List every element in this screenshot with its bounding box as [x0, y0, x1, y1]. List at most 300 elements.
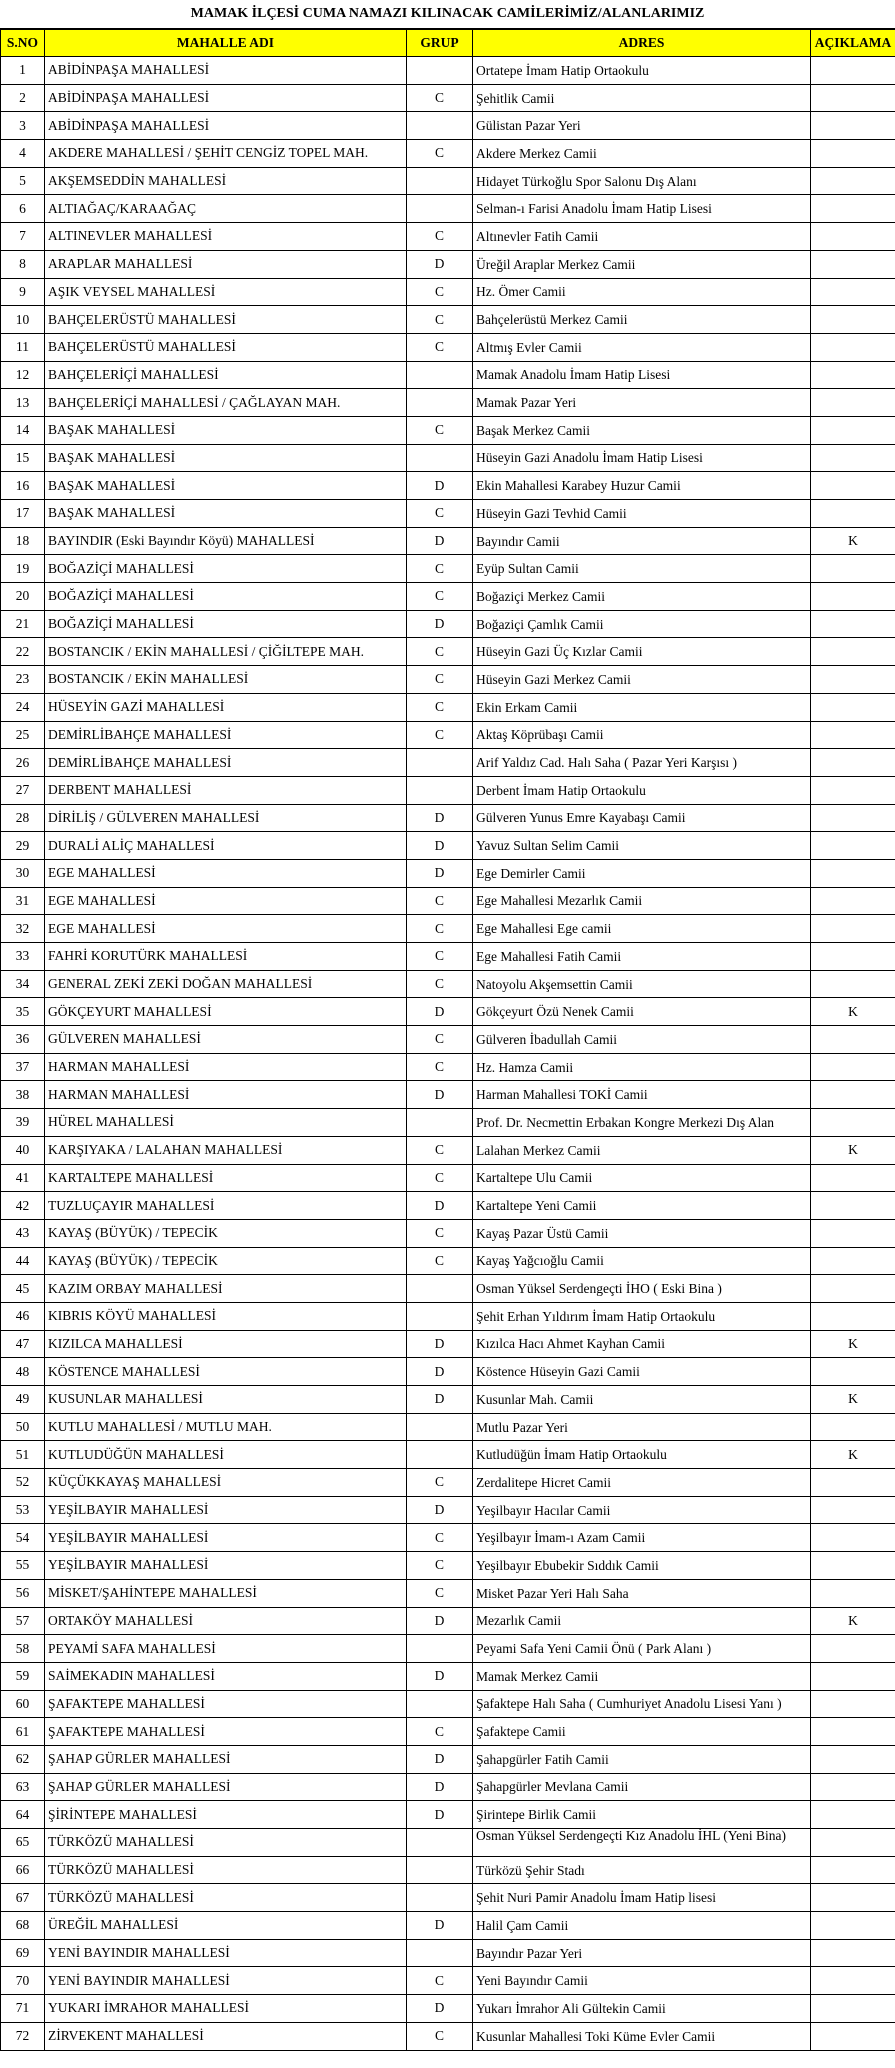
row-sno: 48 [1, 1358, 45, 1386]
row-adres: Yeşilbayır Hacılar Camii [473, 1496, 811, 1524]
row-sno: 57 [1, 1607, 45, 1635]
row-sno: 2 [1, 84, 45, 112]
table-row [1, 1856, 895, 1884]
row-mahalle: KIZILCA MAHALLESİ [45, 1330, 407, 1358]
row-aciklama [811, 1967, 895, 1995]
row-grup: C [407, 915, 473, 943]
row-aciklama [811, 333, 895, 361]
row-adres: Ege Demirler Camii [473, 859, 811, 887]
row-aciklama [811, 776, 895, 804]
row-aciklama [811, 1552, 895, 1580]
row-sno: 25 [1, 721, 45, 749]
row-sno: 29 [1, 832, 45, 860]
row-adres: Başak Merkez Camii [473, 416, 811, 444]
row-mahalle: KARŞIYAKA / LALAHAN MAHALLESİ [45, 1136, 407, 1164]
row-sno: 61 [1, 1718, 45, 1746]
table-row [1, 1662, 895, 1690]
row-grup: C [407, 1247, 473, 1275]
row-grup: C [407, 306, 473, 334]
row-grup [407, 1302, 473, 1330]
row-adres: Altmış Evler Camii [473, 333, 811, 361]
row-sno: 5 [1, 167, 45, 195]
row-aciklama [811, 1912, 895, 1940]
table-row [1, 610, 895, 638]
row-aciklama [811, 1026, 895, 1054]
row-adres: Şehitlik Camii [473, 84, 811, 112]
row-adres: Kartaltepe Yeni Camii [473, 1192, 811, 1220]
row-aciklama: K [811, 1386, 895, 1414]
row-sno: 69 [1, 1939, 45, 1967]
row-grup [407, 57, 473, 85]
row-mahalle: ZİRVEKENT MAHALLESİ [45, 2022, 407, 2050]
row-aciklama [811, 832, 895, 860]
row-aciklama [811, 1745, 895, 1773]
row-sno: 72 [1, 2022, 45, 2050]
table-row [1, 1164, 895, 1192]
table-row [1, 1109, 895, 1137]
header-aciklama: AÇIKLAMA [811, 30, 895, 57]
row-mahalle: YEŞİLBAYIR MAHALLESİ [45, 1524, 407, 1552]
row-aciklama [811, 1718, 895, 1746]
row-aciklama [811, 1192, 895, 1220]
row-grup [407, 1413, 473, 1441]
row-grup [407, 1635, 473, 1663]
row-aciklama [811, 638, 895, 666]
row-aciklama [811, 1801, 895, 1829]
table-row [1, 804, 895, 832]
row-grup: C [407, 638, 473, 666]
row-sno: 4 [1, 140, 45, 168]
table-row [1, 638, 895, 666]
row-grup: C [407, 333, 473, 361]
row-sno: 30 [1, 859, 45, 887]
row-adres: Şirintepe Birlik Camii [473, 1801, 811, 1829]
row-aciklama [811, 1358, 895, 1386]
row-adres: Hidayet Türkoğlu Spor Salonu Dış Alanı [473, 167, 811, 195]
row-sno: 26 [1, 749, 45, 777]
table-row [1, 1413, 895, 1441]
row-aciklama [811, 2022, 895, 2050]
row-adres: Kızılca Hacı Ahmet Kayhan Camii [473, 1330, 811, 1358]
row-mahalle: DİRİLİŞ / GÜLVEREN MAHALLESİ [45, 804, 407, 832]
row-adres: Peyami Safa Yeni Camii Önü ( Park Alanı ) [473, 1635, 811, 1663]
row-grup [407, 112, 473, 140]
table-row [1, 1829, 895, 1857]
table-row [1, 2022, 895, 2050]
row-mahalle: BAŞAK MAHALLESİ [45, 472, 407, 500]
row-mahalle: GÜLVEREN MAHALLESİ [45, 1026, 407, 1054]
row-adres: Akdere Merkez Camii [473, 140, 811, 168]
table-row [1, 1524, 895, 1552]
row-mahalle: DEMİRLİBAHÇE MAHALLESİ [45, 749, 407, 777]
row-sno: 7 [1, 223, 45, 251]
row-sno: 6 [1, 195, 45, 223]
row-mahalle: ABİDİNPAŞA MAHALLESİ [45, 112, 407, 140]
row-aciklama [811, 970, 895, 998]
row-adres: Boğaziçi Merkez Camii [473, 583, 811, 611]
table-row [1, 1579, 895, 1607]
row-adres: Hüseyin Gazi Anadolu İmam Hatip Lisesi [473, 444, 811, 472]
row-sno: 11 [1, 333, 45, 361]
table-row [1, 998, 895, 1026]
row-mahalle: BAŞAK MAHALLESİ [45, 444, 407, 472]
row-adres: Kayaş Yağcıoğlu Camii [473, 1247, 811, 1275]
row-sno: 18 [1, 527, 45, 555]
row-adres: Gülveren İbadullah Camii [473, 1026, 811, 1054]
row-grup: C [407, 416, 473, 444]
row-aciklama [811, 250, 895, 278]
table-row [1, 84, 895, 112]
table-row [1, 500, 895, 528]
row-adres: Şehit Nuri Pamir Anadolu İmam Hatip lisesi [473, 1884, 811, 1912]
row-grup: C [407, 1164, 473, 1192]
row-grup: C [407, 1524, 473, 1552]
row-mahalle: DERBENT MAHALLESİ [45, 776, 407, 804]
row-grup [407, 1939, 473, 1967]
row-aciklama [811, 1524, 895, 1552]
row-sno: 62 [1, 1745, 45, 1773]
row-grup: D [407, 1607, 473, 1635]
row-sno: 31 [1, 887, 45, 915]
row-grup [407, 1690, 473, 1718]
table-row [1, 1275, 895, 1303]
row-sno: 33 [1, 943, 45, 971]
page-title: MAMAK İLÇESİ CUMA NAMAZI KILINACAK CAMİLERİMİZ/ALANLARIMIZ [0, 0, 895, 29]
row-sno: 68 [1, 1912, 45, 1940]
row-sno: 58 [1, 1635, 45, 1663]
row-grup: C [407, 84, 473, 112]
row-aciklama [811, 1995, 895, 2023]
row-adres: Yukarı İmrahor Ali Gültekin Camii [473, 1995, 811, 2023]
row-aciklama [811, 555, 895, 583]
row-aciklama [811, 721, 895, 749]
row-grup: D [407, 804, 473, 832]
row-grup: D [407, 998, 473, 1026]
row-mahalle: SAİMEKADIN MAHALLESİ [45, 1662, 407, 1690]
row-sno: 64 [1, 1801, 45, 1829]
row-mahalle: GÖKÇEYURT MAHALLESİ [45, 998, 407, 1026]
row-aciklama [811, 1109, 895, 1137]
row-mahalle: ARAPLAR MAHALLESİ [45, 250, 407, 278]
row-mahalle: PEYAMİ SAFA MAHALLESİ [45, 1635, 407, 1663]
row-grup: D [407, 1995, 473, 2023]
row-sno: 56 [1, 1579, 45, 1607]
row-grup: D [407, 527, 473, 555]
row-adres: Hüseyin Gazi Merkez Camii [473, 666, 811, 694]
row-sno: 32 [1, 915, 45, 943]
row-grup: D [407, 1773, 473, 1801]
row-aciklama [811, 167, 895, 195]
row-grup: C [407, 583, 473, 611]
row-grup: D [407, 832, 473, 860]
row-adres: Bahçelerüstü Merkez Camii [473, 306, 811, 334]
header-sno: S.NO [1, 30, 45, 57]
table-row [1, 1607, 895, 1635]
table-row [1, 278, 895, 306]
row-grup: D [407, 1330, 473, 1358]
row-adres: Boğaziçi Çamlık Camii [473, 610, 811, 638]
row-sno: 45 [1, 1275, 45, 1303]
row-grup [407, 167, 473, 195]
row-mahalle: TÜRKÖZÜ MAHALLESİ [45, 1856, 407, 1884]
row-aciklama [811, 666, 895, 694]
row-mahalle: ALTIAĞAÇ/KARAAĞAÇ [45, 195, 407, 223]
row-aciklama [811, 1413, 895, 1441]
row-grup [407, 776, 473, 804]
row-sno: 24 [1, 693, 45, 721]
row-mahalle: ŞAFAKTEPE MAHALLESİ [45, 1718, 407, 1746]
row-mahalle: TUZLUÇAYIR MAHALLESİ [45, 1192, 407, 1220]
mosque-table [0, 29, 895, 2051]
table-row [1, 1136, 895, 1164]
table-row [1, 1219, 895, 1247]
row-adres: Kartaltepe Ulu Camii [473, 1164, 811, 1192]
row-aciklama: K [811, 527, 895, 555]
row-mahalle: BOSTANCIK / EKİN MAHALLESİ / ÇİĞİLTEPE MAH. [45, 638, 407, 666]
table-row [1, 527, 895, 555]
row-aciklama: K [811, 1607, 895, 1635]
table-row [1, 721, 895, 749]
row-sno: 53 [1, 1496, 45, 1524]
row-mahalle: EGE MAHALLESİ [45, 887, 407, 915]
row-adres: Türközü Şehir Stadı [473, 1856, 811, 1884]
table-row [1, 1053, 895, 1081]
row-grup: C [407, 555, 473, 583]
row-aciklama [811, 693, 895, 721]
table-row [1, 1884, 895, 1912]
row-mahalle: KÜÇÜKKAYAŞ MAHALLESİ [45, 1469, 407, 1497]
row-adres: Kutludüğün İmam Hatip Ortaokulu [473, 1441, 811, 1469]
row-aciklama [811, 1773, 895, 1801]
row-adres: Lalahan Merkez Camii [473, 1136, 811, 1164]
row-grup: C [407, 721, 473, 749]
row-aciklama [811, 444, 895, 472]
table-row [1, 1496, 895, 1524]
row-sno: 44 [1, 1247, 45, 1275]
row-mahalle: EGE MAHALLESİ [45, 915, 407, 943]
row-mahalle: KUTLU MAHALLESİ / MUTLU MAH. [45, 1413, 407, 1441]
table-row [1, 1026, 895, 1054]
row-grup: C [407, 140, 473, 168]
row-grup: C [407, 1552, 473, 1580]
row-aciklama [811, 749, 895, 777]
row-mahalle: HARMAN MAHALLESİ [45, 1053, 407, 1081]
table-row [1, 583, 895, 611]
row-aciklama [811, 1690, 895, 1718]
row-aciklama [811, 1856, 895, 1884]
row-adres: Şahapgürler Fatih Camii [473, 1745, 811, 1773]
row-sno: 13 [1, 389, 45, 417]
row-grup: D [407, 250, 473, 278]
row-aciklama [811, 361, 895, 389]
row-adres: Kusunlar Mahallesi Toki Küme Evler Camii [473, 2022, 811, 2050]
row-adres: Şafaktepe Camii [473, 1718, 811, 1746]
row-grup [407, 1884, 473, 1912]
table-row [1, 1081, 895, 1109]
row-mahalle: KÖSTENCE MAHALLESİ [45, 1358, 407, 1386]
row-mahalle: ŞİRİNTEPE MAHALLESİ [45, 1801, 407, 1829]
row-grup [407, 1275, 473, 1303]
row-aciklama [811, 1635, 895, 1663]
table-row [1, 167, 895, 195]
row-aciklama [811, 804, 895, 832]
row-sno: 28 [1, 804, 45, 832]
table-row [1, 749, 895, 777]
row-mahalle: BOĞAZİÇİ MAHALLESİ [45, 583, 407, 611]
row-mahalle: BAHÇELERÜSTÜ MAHALLESİ [45, 333, 407, 361]
row-grup [407, 749, 473, 777]
row-mahalle: YENİ BAYINDIR MAHALLESİ [45, 1967, 407, 1995]
table-row [1, 1247, 895, 1275]
table-row [1, 832, 895, 860]
row-sno: 27 [1, 776, 45, 804]
row-sno: 55 [1, 1552, 45, 1580]
row-aciklama [811, 57, 895, 85]
table-row [1, 1192, 895, 1220]
row-sno: 70 [1, 1967, 45, 1995]
row-aciklama [811, 84, 895, 112]
row-aciklama [811, 915, 895, 943]
row-sno: 14 [1, 416, 45, 444]
row-adres: Halil Çam Camii [473, 1912, 811, 1940]
row-adres: Osman Yüksel Serdengeçti Kız Anadolu İHL (Yeni Bina) [473, 1829, 811, 1857]
row-mahalle: KUSUNLAR MAHALLESİ [45, 1386, 407, 1414]
table-row [1, 1302, 895, 1330]
row-mahalle: BOĞAZİÇİ MAHALLESİ [45, 610, 407, 638]
row-grup: C [407, 887, 473, 915]
header-row [1, 30, 895, 57]
row-aciklama [811, 389, 895, 417]
table-row [1, 389, 895, 417]
row-grup: D [407, 1358, 473, 1386]
row-sno: 10 [1, 306, 45, 334]
row-aciklama [811, 112, 895, 140]
row-aciklama [811, 223, 895, 251]
table-row [1, 1801, 895, 1829]
row-sno: 36 [1, 1026, 45, 1054]
row-aciklama [811, 943, 895, 971]
row-aciklama [811, 583, 895, 611]
row-sno: 43 [1, 1219, 45, 1247]
table-row [1, 555, 895, 583]
row-mahalle: BAYINDIR (Eski Bayındır Köyü) MAHALLESİ [45, 527, 407, 555]
row-sno: 52 [1, 1469, 45, 1497]
header-mahalle: MAHALLE ADI [45, 30, 407, 57]
row-mahalle: FAHRİ KORUTÜRK MAHALLESİ [45, 943, 407, 971]
row-sno: 37 [1, 1053, 45, 1081]
row-grup: C [407, 223, 473, 251]
row-aciklama [811, 140, 895, 168]
row-adres: Şahapgürler Mevlana Camii [473, 1773, 811, 1801]
row-sno: 15 [1, 444, 45, 472]
row-adres: Kusunlar Mah. Camii [473, 1386, 811, 1414]
row-aciklama [811, 195, 895, 223]
row-sno: 59 [1, 1662, 45, 1690]
row-adres: Yeni Bayındır Camii [473, 1967, 811, 1995]
row-adres: Ortatepe İmam Hatip Ortaokulu [473, 57, 811, 85]
table-row [1, 915, 895, 943]
row-mahalle: ABİDİNPAŞA MAHALLESİ [45, 84, 407, 112]
row-adres: Hz. Ömer Camii [473, 278, 811, 306]
row-sno: 3 [1, 112, 45, 140]
row-aciklama [811, 500, 895, 528]
table-row [1, 970, 895, 998]
row-mahalle: YENİ BAYINDIR MAHALLESİ [45, 1939, 407, 1967]
row-grup [407, 195, 473, 223]
row-mahalle: GENERAL ZEKİ ZEKİ DOĞAN MAHALLESİ [45, 970, 407, 998]
row-mahalle: EGE MAHALLESİ [45, 859, 407, 887]
table-row [1, 361, 895, 389]
row-adres: Mezarlık Camii [473, 1607, 811, 1635]
row-aciklama [811, 1164, 895, 1192]
row-adres: Üreğil Araplar Merkez Camii [473, 250, 811, 278]
row-grup: D [407, 1386, 473, 1414]
row-sno: 67 [1, 1884, 45, 1912]
row-sno: 71 [1, 1995, 45, 2023]
table-row [1, 887, 895, 915]
row-aciklama [811, 1053, 895, 1081]
row-grup [407, 1829, 473, 1857]
row-mahalle: HÜSEYİN GAZİ MAHALLESİ [45, 693, 407, 721]
row-mahalle: BOĞAZİÇİ MAHALLESİ [45, 555, 407, 583]
table-row [1, 1441, 895, 1469]
row-adres: Gülveren Yunus Emre Kayabaşı Camii [473, 804, 811, 832]
row-adres: Mamak Merkez Camii [473, 1662, 811, 1690]
row-mahalle: AKŞEMSEDDİN MAHALLESİ [45, 167, 407, 195]
row-aciklama [811, 887, 895, 915]
row-adres: Gökçeyurt Özü Nenek Camii [473, 998, 811, 1026]
row-adres: Kayaş Pazar Üstü Camii [473, 1219, 811, 1247]
row-mahalle: KAYAŞ (BÜYÜK) / TEPECİK [45, 1219, 407, 1247]
row-sno: 60 [1, 1690, 45, 1718]
row-adres: Ege Mahallesi Mezarlık Camii [473, 887, 811, 915]
row-mahalle: KIBRIS KÖYÜ MAHALLESİ [45, 1302, 407, 1330]
row-aciklama [811, 1496, 895, 1524]
row-adres: Osman Yüksel Serdengeçti İHO ( Eski Bina ) [473, 1275, 811, 1303]
row-mahalle: YEŞİLBAYIR MAHALLESİ [45, 1552, 407, 1580]
row-grup: D [407, 1662, 473, 1690]
table-row [1, 693, 895, 721]
row-aciklama [811, 278, 895, 306]
row-grup: C [407, 943, 473, 971]
row-grup: C [407, 1219, 473, 1247]
row-sno: 8 [1, 250, 45, 278]
row-adres: Hüseyin Gazi Tevhid Camii [473, 500, 811, 528]
table-row [1, 223, 895, 251]
row-grup: C [407, 1136, 473, 1164]
row-mahalle: HÜREL MAHALLESİ [45, 1109, 407, 1137]
row-aciklama [811, 1469, 895, 1497]
row-aciklama [811, 610, 895, 638]
row-grup: C [407, 1053, 473, 1081]
row-mahalle: HARMAN MAHALLESİ [45, 1081, 407, 1109]
row-mahalle: KAYAŞ (BÜYÜK) / TEPECİK [45, 1247, 407, 1275]
row-grup [407, 1441, 473, 1469]
row-grup: C [407, 1469, 473, 1497]
row-grup: C [407, 278, 473, 306]
row-adres: Misket Pazar Yeri Halı Saha [473, 1579, 811, 1607]
row-aciklama [811, 1219, 895, 1247]
row-sno: 9 [1, 278, 45, 306]
row-grup: C [407, 2022, 473, 2050]
row-aciklama [811, 1662, 895, 1690]
row-mahalle: AKDERE MAHALLESİ / ŞEHİT CENGİZ TOPEL MAH. [45, 140, 407, 168]
table-row [1, 859, 895, 887]
table-row [1, 1635, 895, 1663]
row-adres: Ege Mahallesi Fatih Camii [473, 943, 811, 971]
row-grup: D [407, 1801, 473, 1829]
row-sno: 1 [1, 57, 45, 85]
